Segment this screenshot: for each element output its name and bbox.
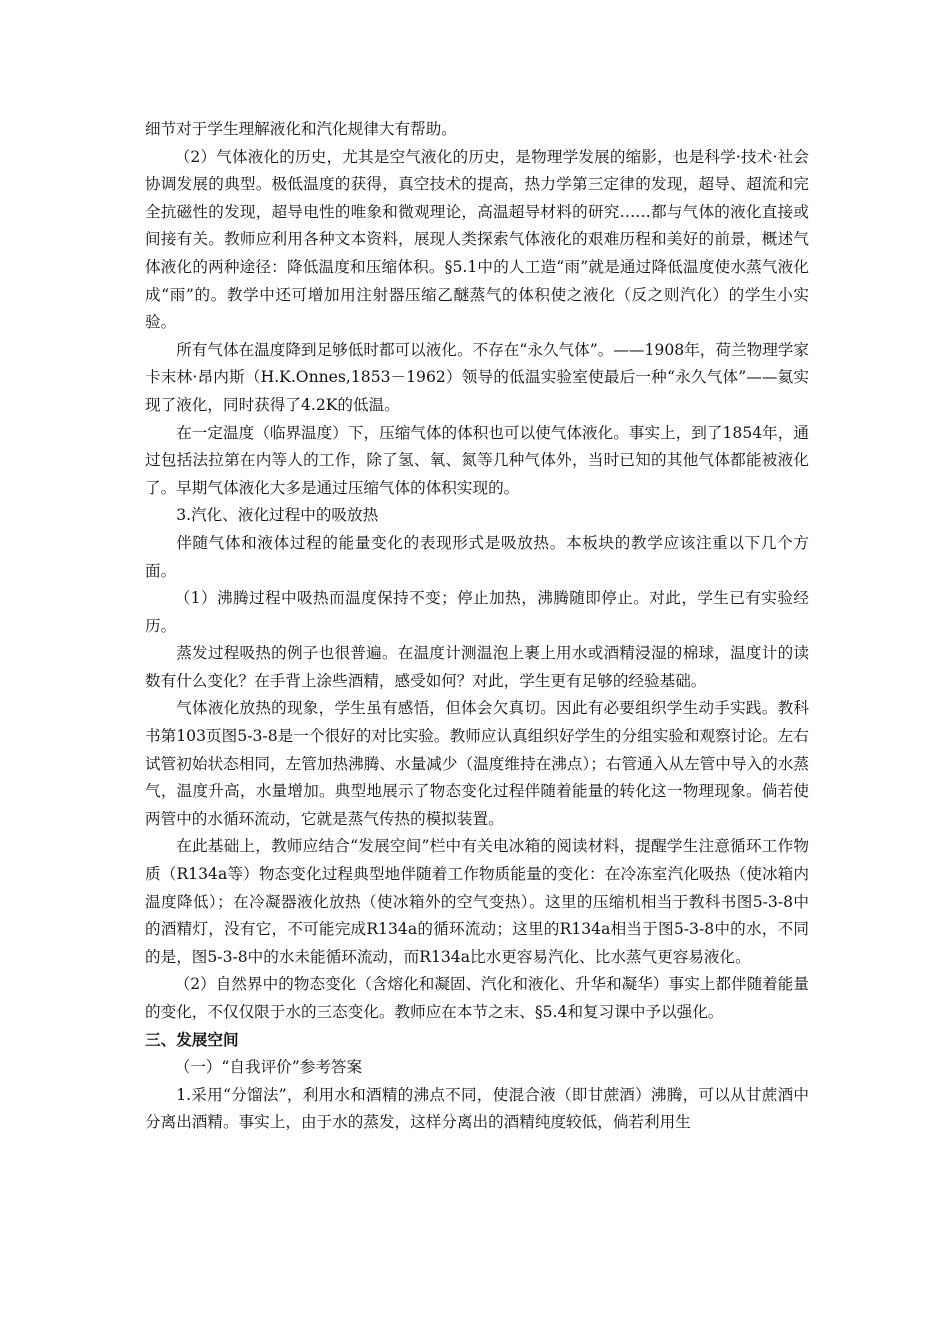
answer-1: 1.采用“分馏法”，利用水和酒精的沸点不同，使混合液（即甘蔗酒）沸腾，可以从甘蔗酒中分离出酒精。事实上，由于水的蒸发，这样分离出的酒精纯度较低，倘若利用生: [145, 1085, 809, 1132]
sub-heading: （一）“自我评价”参考答案: [174, 1058, 363, 1077]
paragraph-gas-liquefaction-history: （2）气体液化的历史，尤其是空气液化的历史，是物理学发展的缩影，也是科学·技术·社会协调发展的典型。极低温度的获得，真空技术的提高，热力学第三定律的发现，超导、超流和完全抗磁性的发现，超导电性的唯象和微观理论，高温超导材料的研究……都与气体的液化直接或间接有关。教师应利用各种文本资料，展现人类探索气体液化的艰难历程和美好的前景，概述气体液化的两种途径：降低温度和压缩体积。§5.1中的人工造“雨”就是通过降低温度使水蒸气液化成“雨”的。教学中还可增加用注射器压缩乙醚蒸气的体积使之液化（反之则汽化）的学生小实验。: [145, 147, 809, 332]
paragraph-energy-change: 伴随气体和液体过程的能量变化的表现形式是吸放热。本板块的教学应该注重以下几个方面。: [145, 533, 809, 580]
paragraph-nature-phase-change: （2）自然界中的物态变化（含熔化和凝固、汽化和液化、升华和凝华）事实上都伴随着能量的变化，不仅仅限于水的三态变化。教师应在本节之末、§5.4和复习课中予以强化。: [145, 975, 809, 1021]
section-heading: 三、发展空间: [145, 1030, 239, 1049]
paragraph-continuation: 细节对于学生理解液化和汽化规律大有帮助。: [145, 120, 457, 138]
document-page: [145, 116, 809, 1137]
paragraph-boiling: （1）沸腾过程中吸热而温度保持不变；停止加热，沸腾随即停止。对此，学生已有实验经历。: [145, 589, 809, 635]
paragraph-permanent-gas: 所有气体在温度降到足够低时都可以液化。不存在“永久气体”。——1908年，荷兰物理学家卡末林·昂内斯（H.K.Onnes,1853－1962）领导的低温实验室使最后一种“永久气体”——氦实现了液化，同时获得了4.2K的低温。: [145, 340, 809, 414]
paragraph-evaporation: 蒸发过程吸热的例子也很普遍。在温度计测温泡上裹上用水或酒精浸湿的棉球，温度计的读数有什么变化？在手背上涂些酒精，感受如何？对此，学生更有足够的经验基础。: [145, 644, 809, 690]
paragraph-critical-temperature: 在一定温度（临界温度）下，压缩气体的体积也可以使气体液化。事实上，到了1854年，通过包括法拉第在内等人的工作，除了氢、氧、氮等几种气体外，当时已知的其他气体都能被液化了。早期气体液化大多是通过压缩气体的体积实现的。: [145, 423, 809, 497]
subsection-title-heat: 3.汽化、液化过程中的吸放热: [176, 506, 379, 525]
paragraph-liquefaction-heat: 气体液化放热的现象，学生虽有感悟，但体会欠真切。因此有必要组织学生动手实践。教科书第103页图5-3-8是一个很好的对比实验。教师应认真组织好学生的分组实验和观察讨论。左右试管初始状态相同，左管加热沸腾、水量减少（温度维持在沸点）；右管通入从左管中导入的水蒸气，温度升高，水量增加。典型地展示了物态变化过程伴随着能量的转化这一物理现象。倘若使两管中的水循环流动，它就是蒸气传热的模拟装置。: [145, 699, 809, 828]
paragraph-refrigerator: 在此基础上，教师应结合“发展空间”栏中有关电冰箱的阅读材料，提醒学生注意循环工作物质（R134a等）物态变化过程典型地伴随着工作物质能量的变化：在冷冻室汽化吸热（使冰箱内温度降低）；在冷凝器液化放热（使冰箱外的空气变热）。这里的压缩机相当于教科书图5-3-8中的酒精灯，没有它，不可能完成R134a的循环流动；这里的R134a相当于图5-3-8中的水，不同的是，图5-3-8中的水未能循环流动，而R134a比水更容易汽化、比水蒸气更容易液化。: [145, 837, 809, 966]
